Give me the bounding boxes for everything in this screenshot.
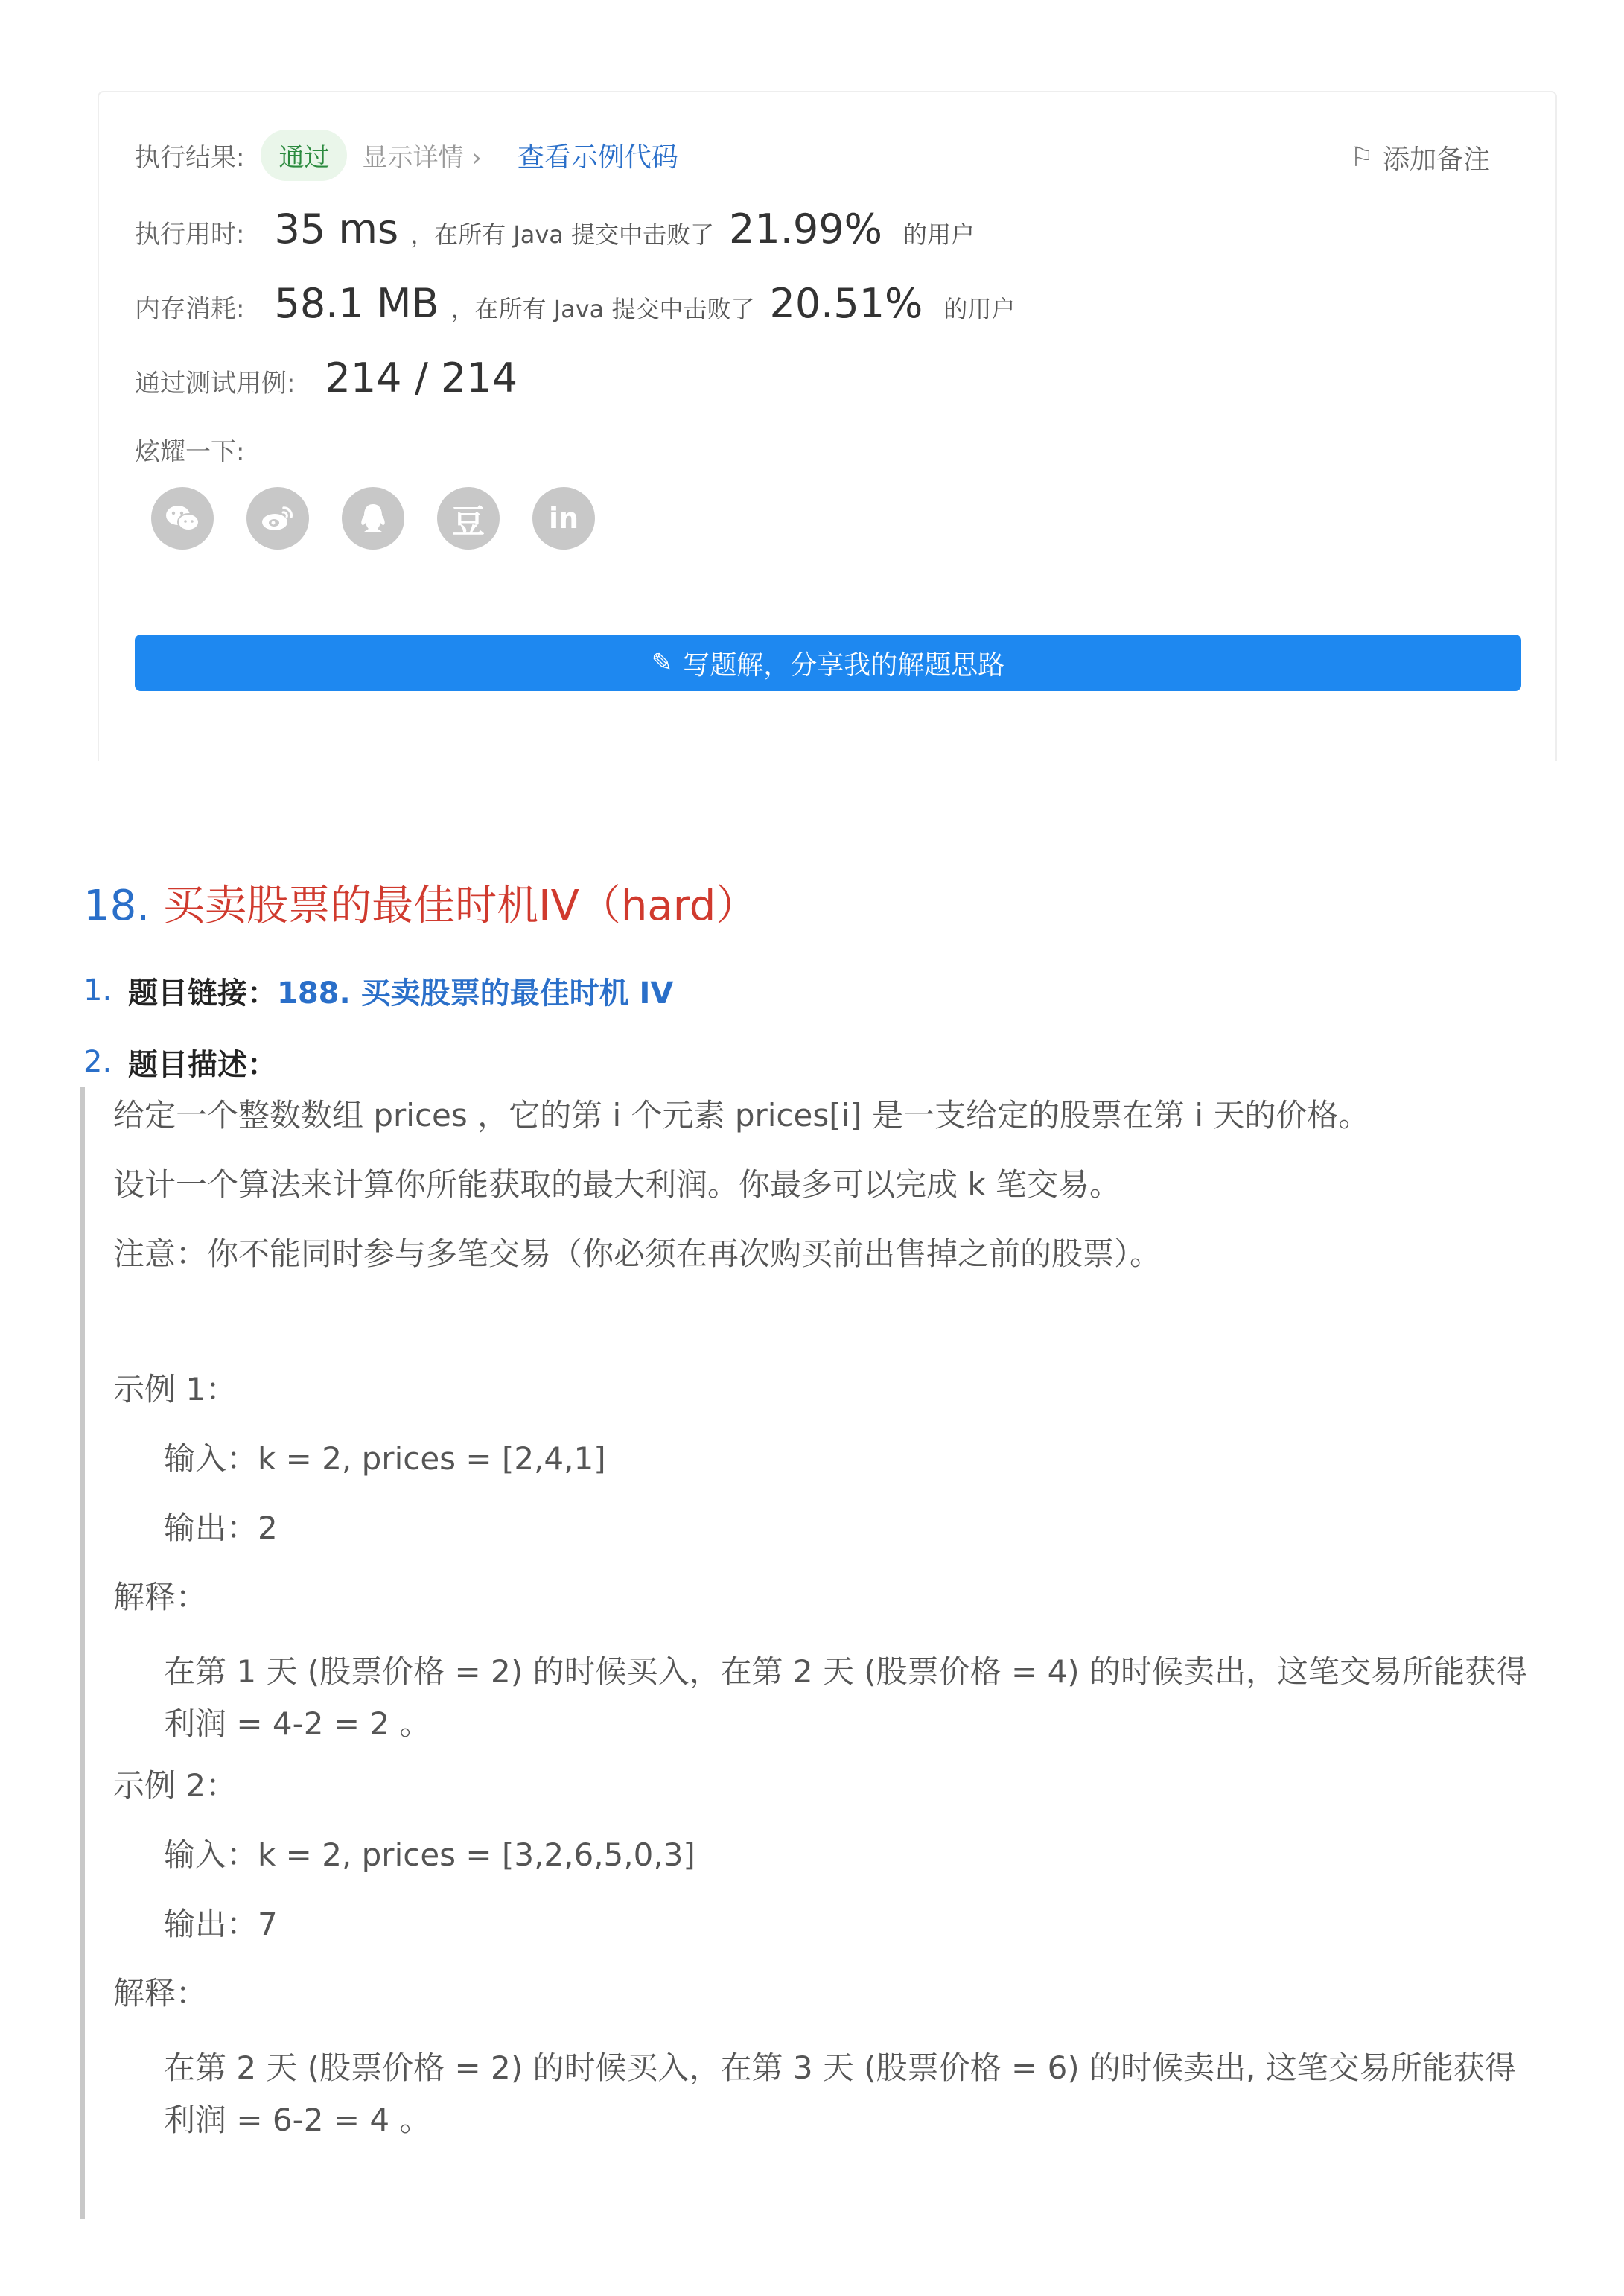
example-2-explanation: 在第 2 天 (股票价格 = 2) 的时候买入，在第 3 天 (股票价格 = 6) 的时候卖出, 这笔交易所能获得利润 = 6-2 = 4 。 xyxy=(164,2049,1516,2138)
qq-icon[interactable] xyxy=(342,487,404,550)
example-1-input: 输入：k = 2, prices = [2,4,1] xyxy=(164,1440,606,1477)
example-1-output: 输出：2 xyxy=(164,1510,278,1546)
runtime-desc: ，在所有 Java 提交中击败了 xyxy=(410,220,715,249)
runtime-percent: 21.99% xyxy=(729,206,882,252)
runtime-label: 执行用时: xyxy=(135,220,245,249)
status-badge: 通过 xyxy=(261,130,347,181)
desc-line: 给定一个整数数组 prices ，它的第 i 个元素 prices[i] 是一支给定的股票在第 i 天的价格。 xyxy=(113,1097,1370,1133)
douban-icon[interactable]: 豆 xyxy=(437,487,500,550)
result-label: 执行结果: xyxy=(135,143,245,173)
example-1-explanation: 在第 1 天 (股票价格 = 2) 的时候买入，在第 2 天 (股票价格 = 4) 的时候卖出，这笔交易所能获得利润 = 4-2 = 2 。 xyxy=(164,1653,1528,1742)
runtime-value: 35 ms xyxy=(274,206,399,252)
wechat-icon[interactable] xyxy=(151,487,214,550)
tests-value: 214 / 214 xyxy=(325,354,518,401)
memory-desc: ，在所有 Java 提交中击败了 xyxy=(450,295,755,323)
problem-desc-label: 题目描述： xyxy=(128,1047,277,1082)
list-item xyxy=(83,955,673,1026)
problem-description-block xyxy=(80,1087,1562,2219)
share-row xyxy=(135,431,244,468)
example-2-output: 输出：7 xyxy=(164,1906,278,1942)
linkedin-icon[interactable]: in xyxy=(532,487,595,550)
example-code-link[interactable]: 查看示例代码 xyxy=(517,142,678,173)
example-2-title: 示例 2： xyxy=(113,1767,238,1804)
memory-percent: 20.51% xyxy=(769,280,923,327)
list-index: 2. xyxy=(83,1045,112,1079)
example-1-explain-label: 解释： xyxy=(113,1579,208,1615)
problem-link-label: 题目链接： xyxy=(128,976,277,1011)
problem-link[interactable]: 188. 买卖股票的最佳时机 IV xyxy=(277,976,674,1011)
example-2-explain-label: 解释： xyxy=(113,1975,208,2012)
weibo-icon[interactable] xyxy=(246,487,309,550)
desc-line: 注意：你不能同时参与多笔交易（你必须在再次购买前出售掉之前的股票）。 xyxy=(113,1236,1162,1272)
desc-line: 设计一个算法来计算你所能获取的最大利润。你最多可以完成 k 笔交易。 xyxy=(113,1166,1121,1203)
example-2-input: 输入：k = 2, prices = [3,2,6,5,0,3] xyxy=(164,1837,695,1873)
tests-row xyxy=(135,354,518,401)
result-row xyxy=(135,130,678,181)
runtime-row xyxy=(135,206,975,252)
tests-label: 通过测试用例: xyxy=(135,369,296,398)
write-solution-label: 写题解，分享我的解题思路 xyxy=(683,649,1005,681)
problem-heading xyxy=(83,873,757,932)
memory-suffix: 的用户 xyxy=(943,295,1016,323)
pencil-icon: ✎ xyxy=(651,648,673,678)
memory-value: 58.1 MB xyxy=(274,280,439,327)
add-note-label: 添加备注 xyxy=(1382,144,1490,175)
list-index: 1. xyxy=(83,973,112,1008)
share-icons xyxy=(151,487,595,550)
runtime-suffix: 的用户 xyxy=(902,220,975,249)
problem-number: 18. xyxy=(83,882,150,930)
write-solution-button[interactable] xyxy=(135,635,1521,691)
flag-icon: ⚐ xyxy=(1349,142,1374,173)
memory-row xyxy=(135,280,1015,327)
add-note-button[interactable] xyxy=(1350,139,1490,177)
share-label: 炫耀一下: xyxy=(135,437,245,467)
submission-result-card xyxy=(98,91,1557,761)
show-details-link[interactable]: 显示详情 › xyxy=(362,143,482,173)
memory-label: 内存消耗: xyxy=(135,294,245,324)
example-1-title: 示例 1： xyxy=(113,1371,238,1408)
problem-info-list xyxy=(83,955,673,1098)
problem-title: 买卖股票的最佳时机IV（hard） xyxy=(163,882,758,930)
